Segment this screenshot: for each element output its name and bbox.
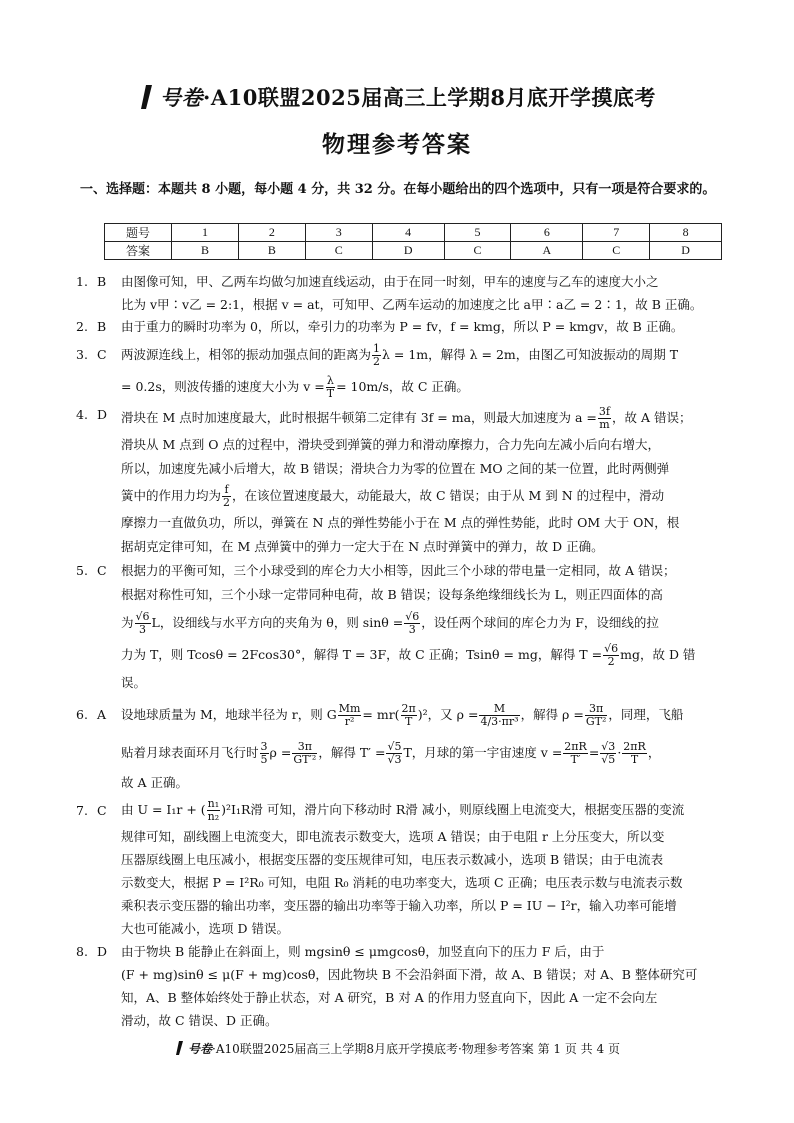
text: ，解得 T′ = (318, 744, 386, 760)
numerator: 2πR (564, 739, 587, 753)
fraction (292, 741, 317, 766)
text: ，在该位置速度最大，动能最大，故 C 错误；由于从 M 到 N 的过程中，滑动 (232, 487, 665, 503)
numerator: √6 (135, 609, 150, 623)
text: )²I₁R滑 可知，滑片向下移动时 R滑 减小，则原线圈上电流变大，根据变压器的变流 (221, 801, 685, 817)
item-answer: D (97, 943, 108, 959)
fraction (338, 703, 362, 728)
explanation-line: 乘积表示变压器的输出功率，变压器的输出功率等于输入功率，所以 P = IU − I²r，输入功率可能增 (121, 897, 677, 913)
explanation-line: 由于物块 B 能静止在斜面上，则 mgsinθ ≤ μmgcosθ，加竖直向下的压力 F 后，由于 (121, 943, 605, 959)
answer-cell: C (305, 242, 372, 260)
explanation-line: 根据对称性可知，三个小球一定带同种电荷，故 B 错误；设每条绝缘细线长为 L，则正四面体的高 (121, 586, 663, 602)
denominator: GT′² (293, 752, 317, 766)
fraction (600, 741, 616, 766)
item-answer: B (97, 274, 107, 289)
item-number: 7. (76, 802, 88, 818)
explanation-line: 压器原线圈上电压减小，根据变压器的变压规律可知，电压表示数减小，选项 B 错误；由于电流表 (121, 851, 664, 867)
denominator: GT² (585, 714, 607, 728)
explanation-line: 据胡克定律可知，在 M 点弹簧中的弹力一定大于在 N 点时弹簧中的弹力，故 D 正确。 (121, 538, 604, 554)
explanation-q3 (76, 339, 726, 403)
denominator: √3 (387, 752, 402, 766)
explanation-line: 由图像可知，甲、乙两车均做匀加速直线运动，由于在同一时刻，甲车的速度与乙车的速度大小之 (121, 274, 659, 289)
explanation-line (121, 481, 726, 511)
text: ， (647, 744, 661, 760)
numerator: √6 (405, 609, 420, 623)
text: ，故 A 错误； (611, 409, 692, 425)
denominator: T (630, 752, 639, 766)
fraction (404, 611, 420, 636)
row-label-answer: 答案 (105, 242, 172, 260)
page-subtitle: 物理参考答案 (322, 131, 472, 158)
footer-logo-icon (174, 1040, 184, 1059)
text: mg，故 D 错 (620, 646, 696, 662)
explanation-line: 大也可能减小，选项 D 错误。 (121, 920, 289, 936)
text: 两波源连线上，相邻的振动加强点间的距离为 (121, 346, 372, 362)
explanation-q2 (76, 316, 726, 339)
text: 贴着月球表面环月飞行时 (121, 744, 259, 760)
explanation-line: 故 A 正确。 (121, 774, 188, 790)
question-number: 8 (650, 224, 722, 242)
denominator: T′ (570, 752, 581, 766)
question-number: 1 (172, 224, 239, 242)
explanation-line: 误。 (121, 674, 147, 690)
numerator: 3π (292, 741, 317, 754)
answer-cell: C (583, 242, 650, 260)
fraction (386, 741, 402, 766)
explanation-line (121, 639, 726, 671)
item-answer: B (97, 319, 107, 334)
explanation-line (121, 339, 726, 371)
denominator: T (326, 386, 335, 400)
item-answer: C (97, 802, 107, 818)
explanation-line: 比为 v甲∶v乙 = 2:1，根据 v = at，可知甲、乙两车运动的加速度之比 a甲∶a乙 = 2∶1，故 B 正确。 (121, 296, 703, 312)
text: = mr( (362, 706, 400, 722)
text: ，同理，飞船 (608, 706, 684, 722)
explanation-q8 (76, 940, 726, 1032)
denominator: √5 (601, 752, 616, 766)
text: λ = 1m，解得 λ = 2m，由图乙可知波振动的周期 T (382, 346, 679, 362)
fraction (585, 703, 608, 728)
text: )²，又 ρ = (417, 706, 479, 722)
text: 簧中的作用力均为 (121, 487, 222, 503)
answer-table (104, 223, 722, 260)
denominator: T (404, 714, 413, 728)
text: 设地球质量为 M，地球半径为 r，则 G (121, 706, 337, 722)
footer-logo-text: 号卷 (188, 1042, 213, 1056)
item-number: 6. (76, 706, 88, 722)
numerator: 3π (585, 703, 608, 716)
item-number: 2. (76, 319, 88, 334)
answer-cell: D (650, 242, 722, 260)
denominator: 2 (373, 354, 381, 368)
denominator: m (599, 417, 610, 431)
denominator: 3 (139, 622, 147, 636)
answer-cell: C (444, 242, 511, 260)
explanation-line: 所以，加速度先减小后增大，故 B 错误；滑块合力为零的位置在 MO 之间的某一位置，此时两侧弹 (121, 460, 670, 476)
numerator: f (222, 484, 231, 497)
numerator: λ (326, 373, 334, 387)
explanation-q4 (76, 403, 726, 559)
question-number: 6 (511, 224, 583, 242)
numerator: √5 (387, 739, 402, 753)
explanation-line: 摩擦力一直做负功，所以，弹簧在 N 点的弹性势能小于在 M 点的弹性势能，此时 OM 大于 ON，根 (121, 514, 680, 530)
numerator: M (479, 703, 519, 716)
question-number: 5 (444, 224, 511, 242)
fraction (135, 611, 151, 636)
answer-cell: B (238, 242, 305, 260)
explanation-line: 规律可知，副线圈上电流变大，即电流表示数变大，选项 A 错误；由于电阻 r 上分压变大，所以变 (121, 828, 665, 844)
fraction (479, 703, 519, 728)
denominator: 2 (223, 495, 231, 509)
fraction (622, 741, 647, 766)
explanation-line (121, 607, 726, 639)
fraction (207, 798, 221, 823)
explanation-line: 示数变大，根据 P = I²R₀ 可知，电阻 R₀ 消耗的电功率变大，选项 C 正确；电压表示数与电流表示数 (121, 874, 683, 890)
explanation-q5 (76, 559, 726, 695)
brand-logo-icon (138, 84, 156, 115)
document-title (0, 82, 794, 115)
fraction (260, 741, 269, 766)
text: ，设任两个球间的库仑力为 F，设细线的拉 (421, 614, 659, 630)
brand-logo-text: 号卷 (160, 85, 204, 110)
denominator: 5 (260, 752, 268, 766)
denominator: 2 (607, 654, 615, 668)
explanation-line (121, 795, 726, 825)
text: = 0.2s，则波传播的速度大小为 v = (121, 378, 325, 394)
question-number: 2 (238, 224, 305, 242)
text: = 10m/s，故 C 正确。 (336, 378, 469, 394)
text: = (588, 744, 600, 760)
explanation-q6 (76, 695, 726, 795)
item-number: 1. (76, 274, 88, 289)
text: ρ = (269, 744, 292, 760)
text: 力为 T，则 Tcosθ = 2Fcos30°，解得 T = 3F，故 C 正确；Tsinθ = mg，解得 T = (121, 646, 603, 662)
question-number: 7 (583, 224, 650, 242)
explanation-line: 由于重力的瞬时功率为 0，所以，牵引力的功率为 P = fv，f = kmg，所以 P = kmgv，故 B 正确。 (121, 319, 684, 334)
fraction (563, 741, 588, 766)
denominator: 3 (408, 622, 416, 636)
fraction (603, 643, 619, 668)
section-heading: 一、选择题：本题共 8 小题，每小题 4 分，共 32 分。在每小题给出的四个选项中，只有一项是符合要求的。 (80, 182, 716, 197)
numerator: 3f (598, 404, 610, 418)
item-number: 3. (76, 346, 88, 362)
question-number: 4 (372, 224, 444, 242)
text: 为 (121, 614, 134, 630)
text: 滑块在 M 点时加速度最大，此时根据牛顿第二定律有 3f = ma，则最大加速度为 a = (121, 409, 597, 425)
text: L，设细线与水平方向的夹角为 θ，则 sinθ = (151, 614, 404, 630)
explanation-q1 (76, 271, 726, 316)
item-answer: C (97, 346, 107, 362)
explanation-line: (F + mg)sinθ ≤ μ(F + mg)cosθ，因此物块 B 不会沿斜面下滑，故 A、B 错误；对 A、B 整体研究可 (121, 966, 698, 982)
item-answer: A (97, 706, 107, 722)
text: · (617, 744, 622, 760)
footer-text: ·A10联盟2025届高三上学期8月底开学摸底考·物理参考答案 第 1 页 共 4 页 (212, 1042, 620, 1056)
answer-cell: A (511, 242, 583, 260)
numerator: √3 (601, 739, 616, 753)
exam-title: ·A10联盟2025届高三上学期8月底开学摸底考 (203, 85, 656, 110)
fraction (401, 703, 417, 728)
answer-cell: B (172, 242, 239, 260)
text: T，月球的第一宇宙速度 v = (403, 744, 563, 760)
page-footer (0, 1040, 794, 1059)
question-number: 3 (305, 224, 372, 242)
explanation-line: 根据力的平衡可知，三个小球受到的库仑力大小相等，因此三个小球的带电量一定相同，故 A 错误； (121, 562, 676, 578)
fraction (598, 406, 611, 431)
item-answer: C (97, 562, 107, 578)
explanations (76, 271, 726, 1032)
row-label-question: 题号 (105, 224, 172, 242)
numerator: 2πR (623, 739, 646, 753)
text: 由 U = I₁r + ( (121, 801, 206, 817)
fraction (222, 484, 231, 509)
numerator: 2π (401, 701, 416, 715)
explanation-q7 (76, 795, 726, 940)
explanation-line: 滑动，故 C 错误、D 正确。 (121, 1012, 278, 1028)
item-answer: D (97, 406, 108, 422)
fraction (372, 343, 381, 368)
explanation-line (121, 735, 726, 771)
numerator: 1 (373, 341, 381, 355)
denominator: 4/3·πr³ (480, 714, 519, 728)
item-number: 8. (76, 943, 88, 959)
answer-cell: D (372, 242, 444, 260)
numerator: n₁ (207, 796, 220, 810)
numerator: 3 (260, 739, 268, 753)
answer-table-answer-row (105, 242, 722, 260)
denominator: n₂ (207, 809, 220, 823)
explanation-line (121, 403, 726, 433)
numerator: Mm (338, 701, 361, 715)
denominator: r² (344, 714, 355, 728)
fraction (326, 375, 335, 400)
text: ，解得 ρ = (520, 706, 584, 722)
item-number: 4. (76, 406, 88, 422)
answer-table-number-row (105, 224, 722, 242)
explanation-line (121, 371, 726, 403)
numerator: √6 (604, 641, 619, 655)
explanation-line (121, 695, 726, 735)
explanation-line: 滑块从 M 点到 O 点的过程中，滑块受到弹簧的弹力和滑动摩擦力，合力先向左减小后向右增大， (121, 436, 660, 452)
item-number: 5. (76, 562, 88, 578)
explanation-line: 知，A、B 整体始终处于静止状态，对 A 研究，B 对 A 的作用力竖直向下，因此 A 一定不会向左 (121, 989, 658, 1005)
